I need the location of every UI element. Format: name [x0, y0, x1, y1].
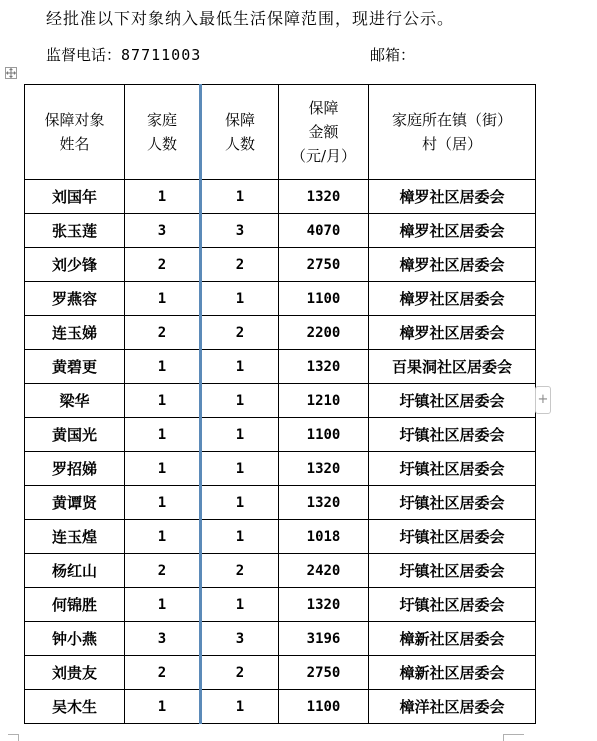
- cell-amount: 2750: [279, 248, 369, 282]
- cell-name: 钟小燕: [25, 622, 125, 656]
- cell-amount: 1320: [279, 452, 369, 486]
- cell-covered-persons: 3: [201, 214, 279, 248]
- header-household-size: 家庭 人数: [125, 85, 201, 180]
- cell-amount: 1320: [279, 350, 369, 384]
- cell-address: 圩镇社区居委会: [369, 588, 536, 622]
- cell-name: 刘国年: [25, 180, 125, 214]
- cell-address: 百果洞社区居委会: [369, 350, 536, 384]
- cell-name: 罗燕容: [25, 282, 125, 316]
- phone-value: 87711003: [121, 46, 202, 64]
- cell-household-size: 2: [125, 554, 201, 588]
- table-row: [25, 384, 536, 418]
- table-row: [25, 520, 536, 554]
- cell-amount: 1320: [279, 486, 369, 520]
- subsidy-table: [24, 84, 536, 724]
- cell-household-size: 3: [125, 214, 201, 248]
- cell-amount: 1210: [279, 384, 369, 418]
- cell-household-size: 1: [125, 384, 201, 418]
- cell-address: 樟新社区居委会: [369, 656, 536, 690]
- cell-address: 樟罗社区居委会: [369, 180, 536, 214]
- table-row: [25, 180, 536, 214]
- cell-amount: 1100: [279, 690, 369, 724]
- table-row: [25, 418, 536, 452]
- cell-name: 张玉莲: [25, 214, 125, 248]
- table-row: [25, 588, 536, 622]
- cell-name: 杨红山: [25, 554, 125, 588]
- cell-amount: 3196: [279, 622, 369, 656]
- table-row: [25, 656, 536, 690]
- cell-amount: 1018: [279, 520, 369, 554]
- add-row-button[interactable]: +: [535, 386, 551, 414]
- cell-name: 刘贵友: [25, 656, 125, 690]
- table-move-handle[interactable]: [5, 67, 17, 79]
- cell-name: 黄碧更: [25, 350, 125, 384]
- cell-household-size: 1: [125, 486, 201, 520]
- cell-address: 圩镇社区居委会: [369, 486, 536, 520]
- cell-covered-persons: 2: [201, 656, 279, 690]
- page-corner-mark-right: [503, 734, 524, 741]
- cell-name: 黄谭贤: [25, 486, 125, 520]
- cell-address: 樟新社区居委会: [369, 622, 536, 656]
- move-arrows-icon: [6, 68, 16, 78]
- notice-intro: 经批准以下对象纳入最低生活保障范围，现进行公示。: [46, 9, 455, 28]
- table-row: [25, 282, 536, 316]
- cell-address: 圩镇社区居委会: [369, 554, 536, 588]
- cell-name: 连玉娣: [25, 316, 125, 350]
- email-label: 邮箱：: [370, 46, 416, 64]
- cell-amount: 1320: [279, 180, 369, 214]
- cell-address: 圩镇社区居委会: [369, 384, 536, 418]
- cell-household-size: 2: [125, 656, 201, 690]
- cell-covered-persons: 1: [201, 384, 279, 418]
- cell-address: 樟罗社区居委会: [369, 214, 536, 248]
- cell-name: 吴木生: [25, 690, 125, 724]
- cell-household-size: 1: [125, 690, 201, 724]
- cell-covered-persons: 1: [201, 282, 279, 316]
- table-header-row: [25, 85, 536, 180]
- cell-amount: 2750: [279, 656, 369, 690]
- table-row: [25, 690, 536, 724]
- cell-covered-persons: 2: [201, 248, 279, 282]
- supervision-phone: [46, 44, 201, 65]
- cell-name: 罗招娣: [25, 452, 125, 486]
- table-row: [25, 622, 536, 656]
- cell-covered-persons: 3: [201, 622, 279, 656]
- cell-address: 樟洋社区居委会: [369, 690, 536, 724]
- page-corner-mark-left: [8, 734, 19, 741]
- cell-household-size: 2: [125, 248, 201, 282]
- cell-name: 刘少锋: [25, 248, 125, 282]
- cell-household-size: 1: [125, 452, 201, 486]
- table-row: [25, 554, 536, 588]
- cell-amount: 1100: [279, 282, 369, 316]
- cell-amount: 4070: [279, 214, 369, 248]
- table-row: [25, 452, 536, 486]
- cell-covered-persons: 1: [201, 350, 279, 384]
- cell-amount: 1320: [279, 588, 369, 622]
- cell-covered-persons: 1: [201, 180, 279, 214]
- cell-amount: 1100: [279, 418, 369, 452]
- cell-name: 连玉煌: [25, 520, 125, 554]
- cell-covered-persons: 2: [201, 554, 279, 588]
- cell-address: 圩镇社区居委会: [369, 418, 536, 452]
- cell-address: 樟罗社区居委会: [369, 282, 536, 316]
- cell-amount: 2200: [279, 316, 369, 350]
- cell-household-size: 2: [125, 316, 201, 350]
- cell-household-size: 1: [125, 588, 201, 622]
- cell-household-size: 1: [125, 520, 201, 554]
- table-row: [25, 248, 536, 282]
- header-covered-persons: 保障 人数: [201, 85, 279, 180]
- cell-covered-persons: 1: [201, 588, 279, 622]
- cell-name: 梁华: [25, 384, 125, 418]
- cell-amount: 2420: [279, 554, 369, 588]
- cell-household-size: 1: [125, 350, 201, 384]
- phone-label: 监督电话：: [46, 46, 122, 64]
- cell-household-size: 1: [125, 418, 201, 452]
- cell-name: 何锦胜: [25, 588, 125, 622]
- cell-covered-persons: 1: [201, 520, 279, 554]
- table-row: [25, 350, 536, 384]
- cell-covered-persons: 1: [201, 690, 279, 724]
- header-amount: 保障 金额 （元/月）: [279, 85, 369, 180]
- header-address: 家庭所在镇（街） 村（居）: [369, 85, 536, 180]
- header-name: 保障对象 姓名: [25, 85, 125, 180]
- cell-covered-persons: 1: [201, 486, 279, 520]
- cell-household-size: 1: [125, 180, 201, 214]
- cell-address: 圩镇社区居委会: [369, 452, 536, 486]
- cell-address: 樟罗社区居委会: [369, 248, 536, 282]
- cell-address: 圩镇社区居委会: [369, 520, 536, 554]
- cell-address: 樟罗社区居委会: [369, 316, 536, 350]
- cell-household-size: 3: [125, 622, 201, 656]
- cell-covered-persons: 2: [201, 316, 279, 350]
- cell-household-size: 1: [125, 282, 201, 316]
- table-row: [25, 316, 536, 350]
- cell-covered-persons: 1: [201, 418, 279, 452]
- table-row: [25, 214, 536, 248]
- cell-name: 黄国光: [25, 418, 125, 452]
- cell-covered-persons: 1: [201, 452, 279, 486]
- table-row: [25, 486, 536, 520]
